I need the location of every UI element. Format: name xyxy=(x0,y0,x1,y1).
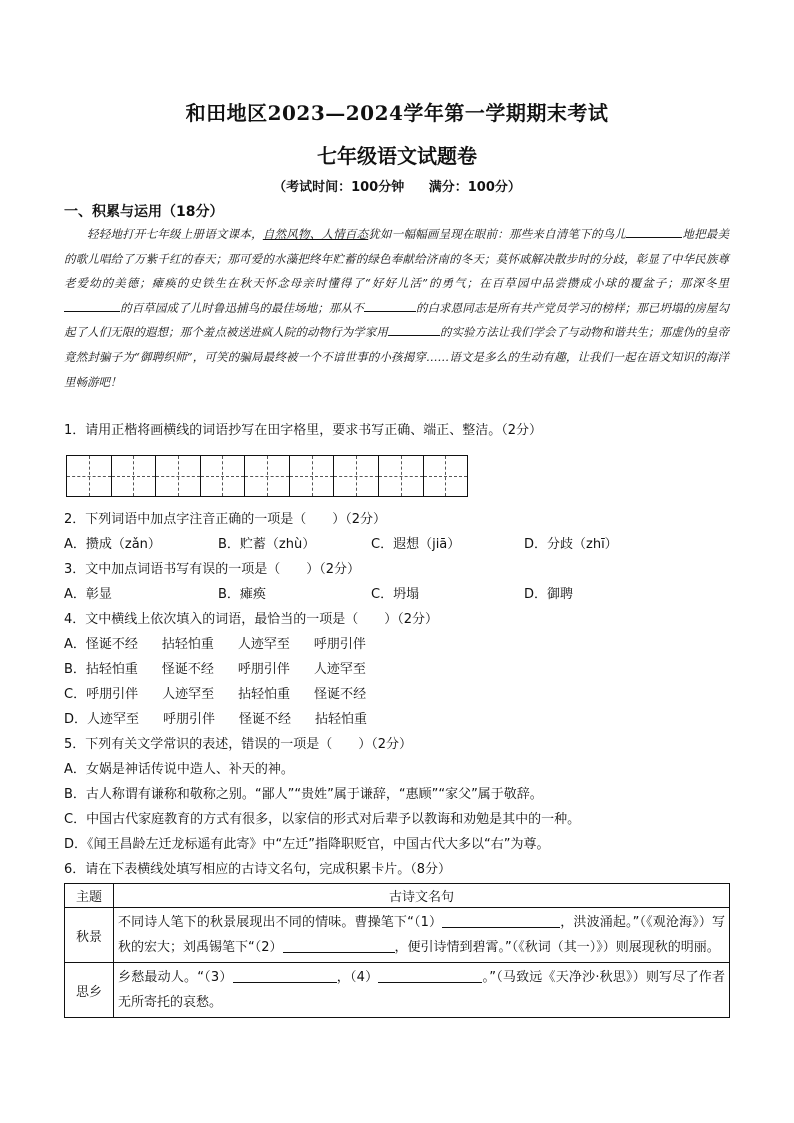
q3-option-b[interactable]: B．瘫痪 xyxy=(218,587,266,602)
row1-text-2: ，洪波涌起。”（《观沧海》）写秋的宏大；刘禹锡笔下“（2） xyxy=(118,915,725,955)
grid-cell[interactable] xyxy=(290,456,335,496)
table-row xyxy=(65,908,730,963)
q3-option-a[interactable]: A．彰显 xyxy=(64,587,112,602)
option-word: 怪诞不经 xyxy=(314,687,367,702)
option-word: 怪诞不经 xyxy=(161,662,214,677)
grid-cell[interactable] xyxy=(245,456,290,496)
question-2: 2．下列词语中加点字注音正确的一项是（ ）（2分） xyxy=(64,512,387,527)
fill-blank-2[interactable] xyxy=(64,299,120,312)
option-word: 拈轻怕重 xyxy=(238,687,291,702)
exam-meta xyxy=(0,176,794,195)
table-header-row xyxy=(65,884,730,908)
row1-text-1: 不同诗人笔下的秋景展现出不同的情味。曹操笔下“（1） xyxy=(118,915,443,930)
option-word: 呼朋引伴 xyxy=(237,662,290,677)
option-word: 怪诞不经 xyxy=(239,712,292,727)
exam-time: （考试时间：100分钟 xyxy=(273,180,405,195)
poetry-card-table xyxy=(64,883,730,1018)
q2-option-c[interactable]: C．遐想（jiā） xyxy=(371,537,461,552)
question-1: 1．请用正楷将画横线的词语抄写在田字格里，要求书写正确、端正、整洁。（2分） xyxy=(64,423,543,438)
grid-cell[interactable] xyxy=(156,456,201,496)
option-label: D． xyxy=(64,712,88,727)
question-3: 3．文中加点词语书写有误的一项是（ ）（2分） xyxy=(64,562,361,577)
table-row xyxy=(65,963,730,1018)
col-topic-header: 主题 xyxy=(65,884,114,908)
option-word: 呼朋引伴 xyxy=(163,712,216,727)
q4-option-a[interactable] xyxy=(64,635,390,655)
answer-blank-1[interactable] xyxy=(442,913,560,928)
q5-option-c[interactable]: C．中国古代家庭教育的方式有很多，以家信的形式对后辈予以教诲和劝勉是其中的一种。 xyxy=(64,812,581,827)
q2-option-b[interactable]: B．贮蓄（zhù） xyxy=(218,537,316,552)
full-score: 满分：100分） xyxy=(428,180,521,195)
passage-text-1: 轻轻地打开七年级上册语文课本， xyxy=(87,227,263,241)
q4-option-b[interactable] xyxy=(64,660,390,680)
option-word: 人迹罕至 xyxy=(313,662,366,677)
exam-title: 和田地区2023—2024学年第一学期期末考试 xyxy=(185,101,609,125)
answer-blank-3[interactable] xyxy=(233,968,337,983)
col-content-header: 古诗文名句 xyxy=(114,884,730,908)
option-word: 人迹罕至 xyxy=(87,712,140,727)
q5-option-d[interactable]: D．《闻王昌龄左迁龙标遥有此寄》中“左迁”指降职贬官，中国古代大多以“右”为尊。 xyxy=(64,837,550,852)
q4-option-d[interactable] xyxy=(64,710,391,730)
option-word: 呼朋引伴 xyxy=(313,637,366,652)
question-4: 4．文中横线上依次填入的词语，最恰当的一项是（ ）（2分） xyxy=(64,612,439,627)
q3-option-d[interactable]: D．御聘 xyxy=(524,587,574,602)
fill-blank-1[interactable] xyxy=(626,225,682,238)
q3-option-c[interactable]: C．坍塌 xyxy=(371,587,420,602)
option-word: 拈轻怕重 xyxy=(315,712,368,727)
option-word: 人迹罕至 xyxy=(237,637,290,652)
answer-blank-2[interactable] xyxy=(283,938,395,953)
option-word: 怪诞不经 xyxy=(85,637,138,652)
grid-cell[interactable] xyxy=(424,456,468,496)
row2-text-1: 乡愁最动人。“（3） xyxy=(118,970,233,985)
exam-subtitle: 七年级语文试题卷 xyxy=(317,144,477,168)
fill-blank-3[interactable] xyxy=(364,299,416,312)
content-cell xyxy=(114,908,730,963)
option-word: 拈轻怕重 xyxy=(85,662,138,677)
q2-option-d[interactable]: D．分歧（zhī） xyxy=(524,537,618,552)
section-heading: 一、积累与运用（18分） xyxy=(64,204,224,220)
option-label: B． xyxy=(64,662,86,677)
row2-text-3: 。”（马致远《天净沙·秋思》）则写尽了作者无所寄托的哀愁。 xyxy=(118,970,725,1010)
option-word: 拈轻怕重 xyxy=(161,637,214,652)
grid-cell[interactable] xyxy=(334,456,379,496)
passage-text-4: 的百草园成了儿时鲁迅捕鸟的最佳场地；那从不 xyxy=(120,300,364,315)
question-5: 5．下列有关文学常识的表述，错误的一项是（ ）（2分） xyxy=(64,737,413,752)
row2-text-2: ，（4） xyxy=(336,970,379,985)
grid-cell[interactable] xyxy=(379,456,424,496)
content-cell xyxy=(114,963,730,1018)
grid-cell[interactable] xyxy=(201,456,246,496)
tianzige-grid[interactable] xyxy=(66,455,468,497)
q5-option-a[interactable]: A．女娲是神话传说中造人、补天的神。 xyxy=(64,762,294,777)
q5-option-b[interactable]: B．古人称谓有谦称和敬称之别。“鄙人”“贵姓”属于谦辞，“惠顾”“家父”属于敬辞。 xyxy=(64,787,543,802)
passage-text-6: 的实验方法让我们学会了与动物和谐共生；那虚伪的皇帝竟然封骗子为“御聘织师”，可笑的骗局最终被一个不谙世事的小孩揭穿……语文是多么的生动有趣，让我们一起在语文知识的海洋里畅游吧！ xyxy=(64,325,730,389)
option-word: 人迹罕至 xyxy=(162,687,215,702)
passage-text-2: 犹如一幅幅画呈现在眼前：那些来自清笔下的鸟儿 xyxy=(368,227,627,241)
grid-cell[interactable] xyxy=(67,456,112,496)
option-word: 呼朋引伴 xyxy=(86,687,139,702)
fill-blank-4[interactable] xyxy=(388,323,440,336)
answer-blank-4[interactable] xyxy=(378,968,482,983)
question-6: 6．请在下表横线处填写相应的古诗文名句，完成积累卡片。（8分） xyxy=(64,862,452,877)
underlined-phrase: 自然风物、人情百态 xyxy=(262,227,369,241)
q4-option-c[interactable] xyxy=(64,685,390,705)
q2-option-a[interactable]: A．攒成（zǎn） xyxy=(64,537,161,552)
grid-cell[interactable] xyxy=(112,456,157,496)
passage-text-5: 的白求恩同志是所有共产党员学习的榜样；那已坍塌的房屋勾起了人们无限的遐想；那个羞点被送进疯人院的动物行为学家用 xyxy=(64,300,730,340)
reading-passage xyxy=(64,222,729,394)
topic-cell: 思乡 xyxy=(65,963,114,1018)
option-label: A． xyxy=(64,637,86,652)
passage-text-3: 地把最美的歌儿唱给了万紫千红的春天；那可爱的水藻把终年贮蓄的绿色奉献给济南的冬天；莫怀戚解决散步时的分歧，彰显了中华民族尊老爱幼的美德；瘫痪的史铁生在秋天怀念母亲时懂得了“好好儿活”的勇气；在百草园中品尝攒成小球的覆盆子；那深冬里 xyxy=(64,227,730,291)
option-label: C． xyxy=(64,687,87,702)
topic-cell: 秋景 xyxy=(65,908,114,963)
row1-text-3: ，便引诗情到碧霄。”（《秋词（其一）》）则展现秋的明丽。 xyxy=(394,940,720,955)
